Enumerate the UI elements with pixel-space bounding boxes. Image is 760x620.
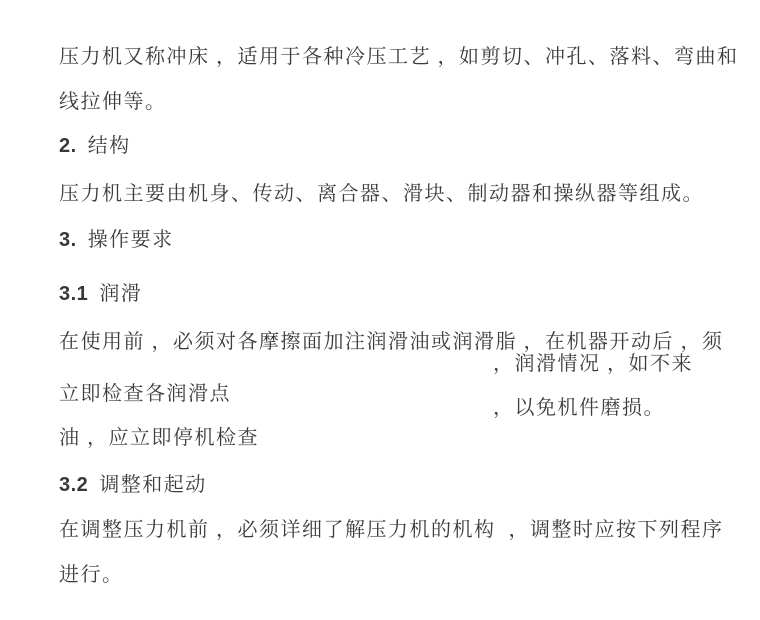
heading-text: 结构 [87,135,131,157]
line-text-left: 立即检查各润滑点 [59,383,231,405]
line-text: 在调整压力机前 ，必须详细了解压力机的机构 ，调整时应按下列程序 [59,519,724,541]
line-text: 压力机又称冲床 ，适用于各种冷压工艺 ，如剪切、冲孔、落料、弯曲和 [59,46,739,68]
heading-text: 操作要求 [87,229,174,251]
heading-number: 3.1 [59,283,89,305]
heading-number: 3.2 [59,474,89,496]
heading-number: 2. [59,135,77,157]
line-text-right: ，润滑情况 ，如不来 [493,353,693,375]
line-text-right: ，以免机件磨损。 [493,397,665,419]
section-heading-2 [33,101,740,157]
paragraph-line [33,149,740,205]
paragraph-line-split [33,349,740,405]
paragraph-line-split [33,393,740,449]
heading-number: 3. [59,229,77,251]
paragraph-line [33,297,740,353]
section-heading-3-2 [33,440,740,496]
line-text: 在使用前 ，必须对各摩擦面加注润滑油或润滑脂 ，在机器开动后 ，须 [59,331,724,353]
paragraph-line [33,57,740,113]
section-heading-3 [33,195,740,251]
paragraph-line [33,485,740,541]
line-text: 线拉伸等。 [59,91,167,113]
section-heading-3-1 [33,249,740,305]
line-text: 进行。 [59,564,124,586]
line-text-left: 油 ，应立即停机检查 [59,427,259,449]
line-text: 压力机主要由机身、传动、离合器、滑块、制动器和操纵器等组成。 [59,183,704,205]
paragraph-line [33,12,740,68]
heading-text: 调整和起动 [99,474,207,496]
paragraph-line [33,530,740,586]
heading-text: 润滑 [99,283,143,305]
